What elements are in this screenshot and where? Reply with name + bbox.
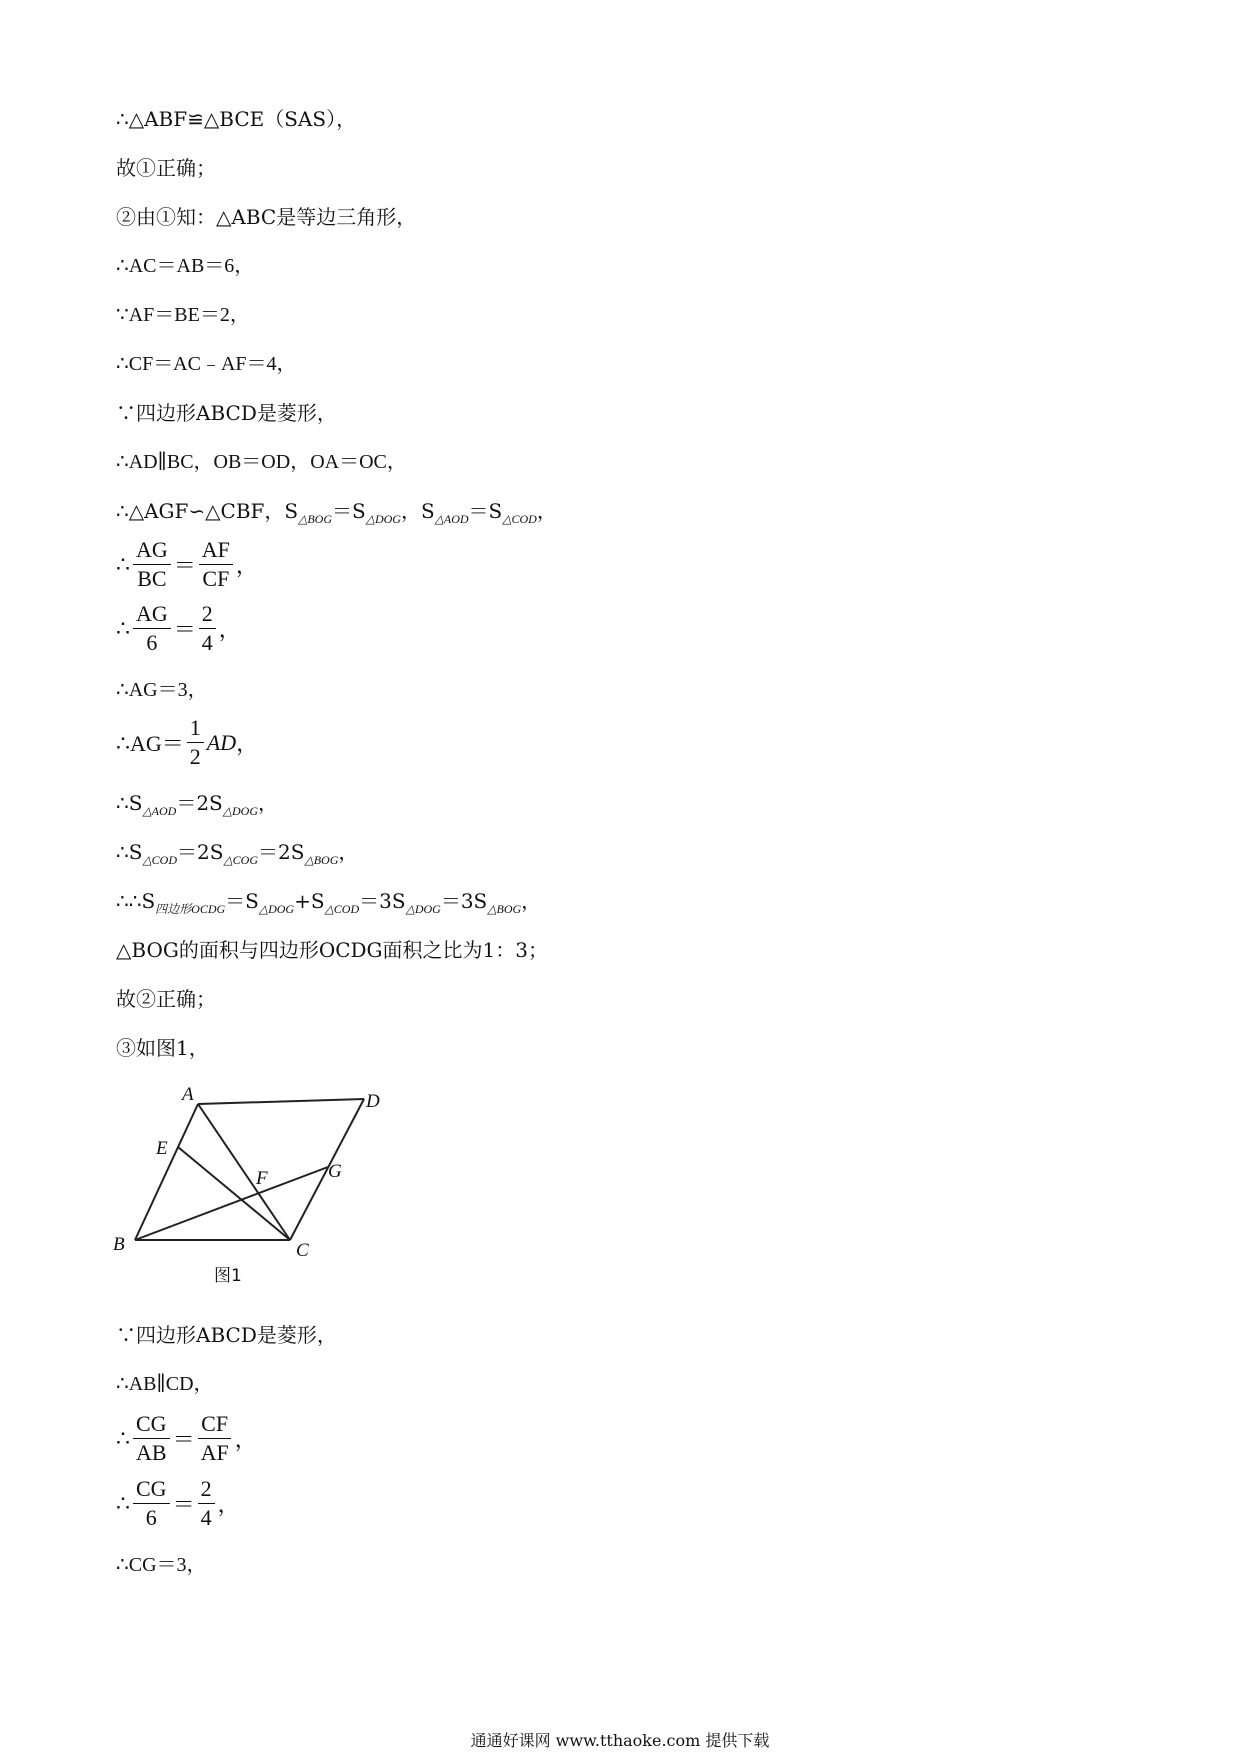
text-segment: ＝2S: [177, 840, 224, 864]
fraction-line-1: [116, 536, 258, 593]
fraction-line-3: [116, 714, 258, 771]
fraction: [198, 1410, 232, 1467]
text-segment: ＝3S: [440, 889, 488, 913]
text-segment: ＝2S: [176, 791, 223, 815]
segment-AC: [198, 1104, 290, 1240]
label-A: A: [182, 1084, 194, 1105]
subscript: △BOG: [304, 853, 339, 867]
subscript: △DOG: [405, 902, 441, 916]
fraction-line-2: [116, 600, 241, 657]
numerator: AG: [133, 536, 171, 565]
text-segment: ∴S: [116, 791, 143, 815]
text-segment: ，: [338, 840, 359, 864]
fraction-prefix: ∴AG＝: [116, 731, 184, 756]
text-line-17: △BOG的面积与四边形OCDG面积之比为1：3；: [116, 938, 548, 962]
text-segment: ，: [258, 791, 278, 815]
numerator: 2: [199, 600, 216, 629]
denominator: 2: [189, 744, 201, 769]
numerator: AF: [199, 536, 233, 565]
figure-caption: 图1: [214, 1266, 242, 1286]
fraction-prefix: ∴: [116, 615, 130, 641]
label-C: C: [296, 1240, 309, 1261]
label-E: E: [156, 1138, 168, 1159]
equals-sign: ＝: [172, 1492, 195, 1517]
text-line-8: ∴AD∥BC，OB＝OD，OA＝OC，: [116, 451, 407, 473]
denominator: 6: [146, 630, 158, 655]
label-F: F: [256, 1168, 268, 1189]
text-segment: ＝3S: [359, 889, 406, 913]
text-line-20: ∵四边形ABCD是菱形，: [116, 1323, 337, 1347]
text-segment: +S: [294, 889, 325, 913]
numerator: CG: [133, 1410, 170, 1439]
denominator: AF: [200, 1440, 229, 1465]
fraction-prefix: ∴: [116, 551, 130, 577]
text-segment: ，S: [400, 499, 435, 523]
fraction-line-4: [116, 1410, 257, 1467]
text-line-2: 故①正确；: [116, 156, 216, 180]
fraction: [133, 536, 171, 593]
subscript: △COD: [142, 853, 178, 867]
text-line-16: [116, 888, 541, 917]
equals-sign: ＝: [172, 1427, 195, 1452]
subscript: △DOG: [365, 512, 401, 526]
fraction-suffix: ，: [217, 1492, 240, 1517]
text-line-5: ∵AF＝BE＝2，: [116, 304, 250, 326]
denominator: 4: [200, 1505, 212, 1530]
subscript: △BOG: [298, 512, 333, 526]
figure-svg: [110, 1080, 400, 1290]
text-segment: ∴S: [116, 840, 143, 864]
subscript: △COG: [223, 853, 259, 867]
fraction-suffix: ，: [234, 1427, 257, 1452]
subscript: △AOD: [434, 512, 469, 526]
denominator: CF: [202, 566, 230, 591]
label-B: B: [113, 1234, 125, 1255]
equals-sign: ＝: [173, 617, 196, 642]
subscript: △AOD: [142, 804, 177, 818]
numerator: AG: [133, 600, 171, 629]
text-line-18: 故②正确；: [116, 987, 216, 1011]
fraction: [199, 600, 216, 657]
fraction: [198, 1475, 215, 1532]
text-segment: ＝S: [332, 499, 366, 523]
numerator: 1: [187, 714, 204, 743]
numerator: CG: [133, 1475, 170, 1504]
segment-EC: [178, 1147, 290, 1240]
text-segment: ，: [521, 889, 542, 913]
text-line-3: ②由①知：△ABC是等边三角形，: [116, 205, 417, 229]
fraction-after: AD: [206, 729, 237, 755]
subscript: 四边形OCDG: [155, 902, 226, 916]
fraction: [199, 536, 233, 593]
text-line-1: ∴△ABF≌△BCE（SAS），: [116, 107, 357, 131]
denominator: 4: [201, 630, 213, 655]
fraction: [187, 714, 204, 771]
text-line-24: ∴CG＝3，: [116, 1554, 207, 1576]
fraction-prefix: ∴: [116, 1425, 130, 1451]
label-G: G: [328, 1161, 342, 1182]
text-line-6: ∴CF＝AC﹣AF＝4，: [116, 353, 297, 375]
text-segment: ＝S: [225, 889, 259, 913]
subscript: △COD: [324, 902, 360, 916]
denominator: AB: [136, 1440, 167, 1465]
text-line-14: [116, 790, 278, 819]
fraction-line-5: [116, 1475, 240, 1532]
subscript: △DOG: [258, 902, 295, 916]
text-line-9: [116, 498, 557, 527]
text-line-12: ∴AG＝3，: [116, 679, 208, 701]
denominator: 6: [145, 1505, 157, 1530]
fraction: [133, 1475, 170, 1532]
text-line-4: ∴AC＝AB＝6，: [116, 255, 255, 277]
text-segment: ＝S: [468, 499, 503, 523]
fraction: [133, 1410, 170, 1467]
page-footer: 通通好课网 www.tthaoke.com 提供下载: [470, 1731, 770, 1750]
segment-DC: [290, 1099, 364, 1240]
text-line-19: ③如图1，: [116, 1036, 209, 1060]
fraction-prefix: ∴: [116, 1490, 130, 1516]
text-segment: ∴∴S: [116, 889, 156, 913]
text-line-15: [116, 839, 358, 868]
fraction: [133, 600, 171, 657]
figure-1-rhombus: [110, 1080, 400, 1290]
denominator: BC: [137, 566, 167, 591]
text-segment: ∴△AGF∽△CBF，S: [116, 499, 299, 523]
segment-AD: [198, 1099, 364, 1104]
fraction-suffix: ，: [236, 731, 259, 756]
text-line-21: ∴AB∥CD，: [116, 1373, 214, 1395]
text-segment: ＝2S: [258, 840, 305, 864]
text-segment: ，: [536, 499, 557, 523]
fraction-suffix: ，: [235, 553, 258, 578]
subscript: △COD: [502, 512, 537, 526]
numerator: 2: [198, 1475, 215, 1504]
numerator: CF: [198, 1410, 231, 1439]
text-line-7: ∵四边形ABCD是菱形，: [116, 401, 337, 425]
subscript: △DOG: [222, 804, 258, 818]
label-D: D: [366, 1091, 380, 1112]
equals-sign: ＝: [173, 553, 196, 578]
fraction-suffix: ，: [218, 617, 241, 642]
subscript: △BOG: [487, 902, 522, 916]
